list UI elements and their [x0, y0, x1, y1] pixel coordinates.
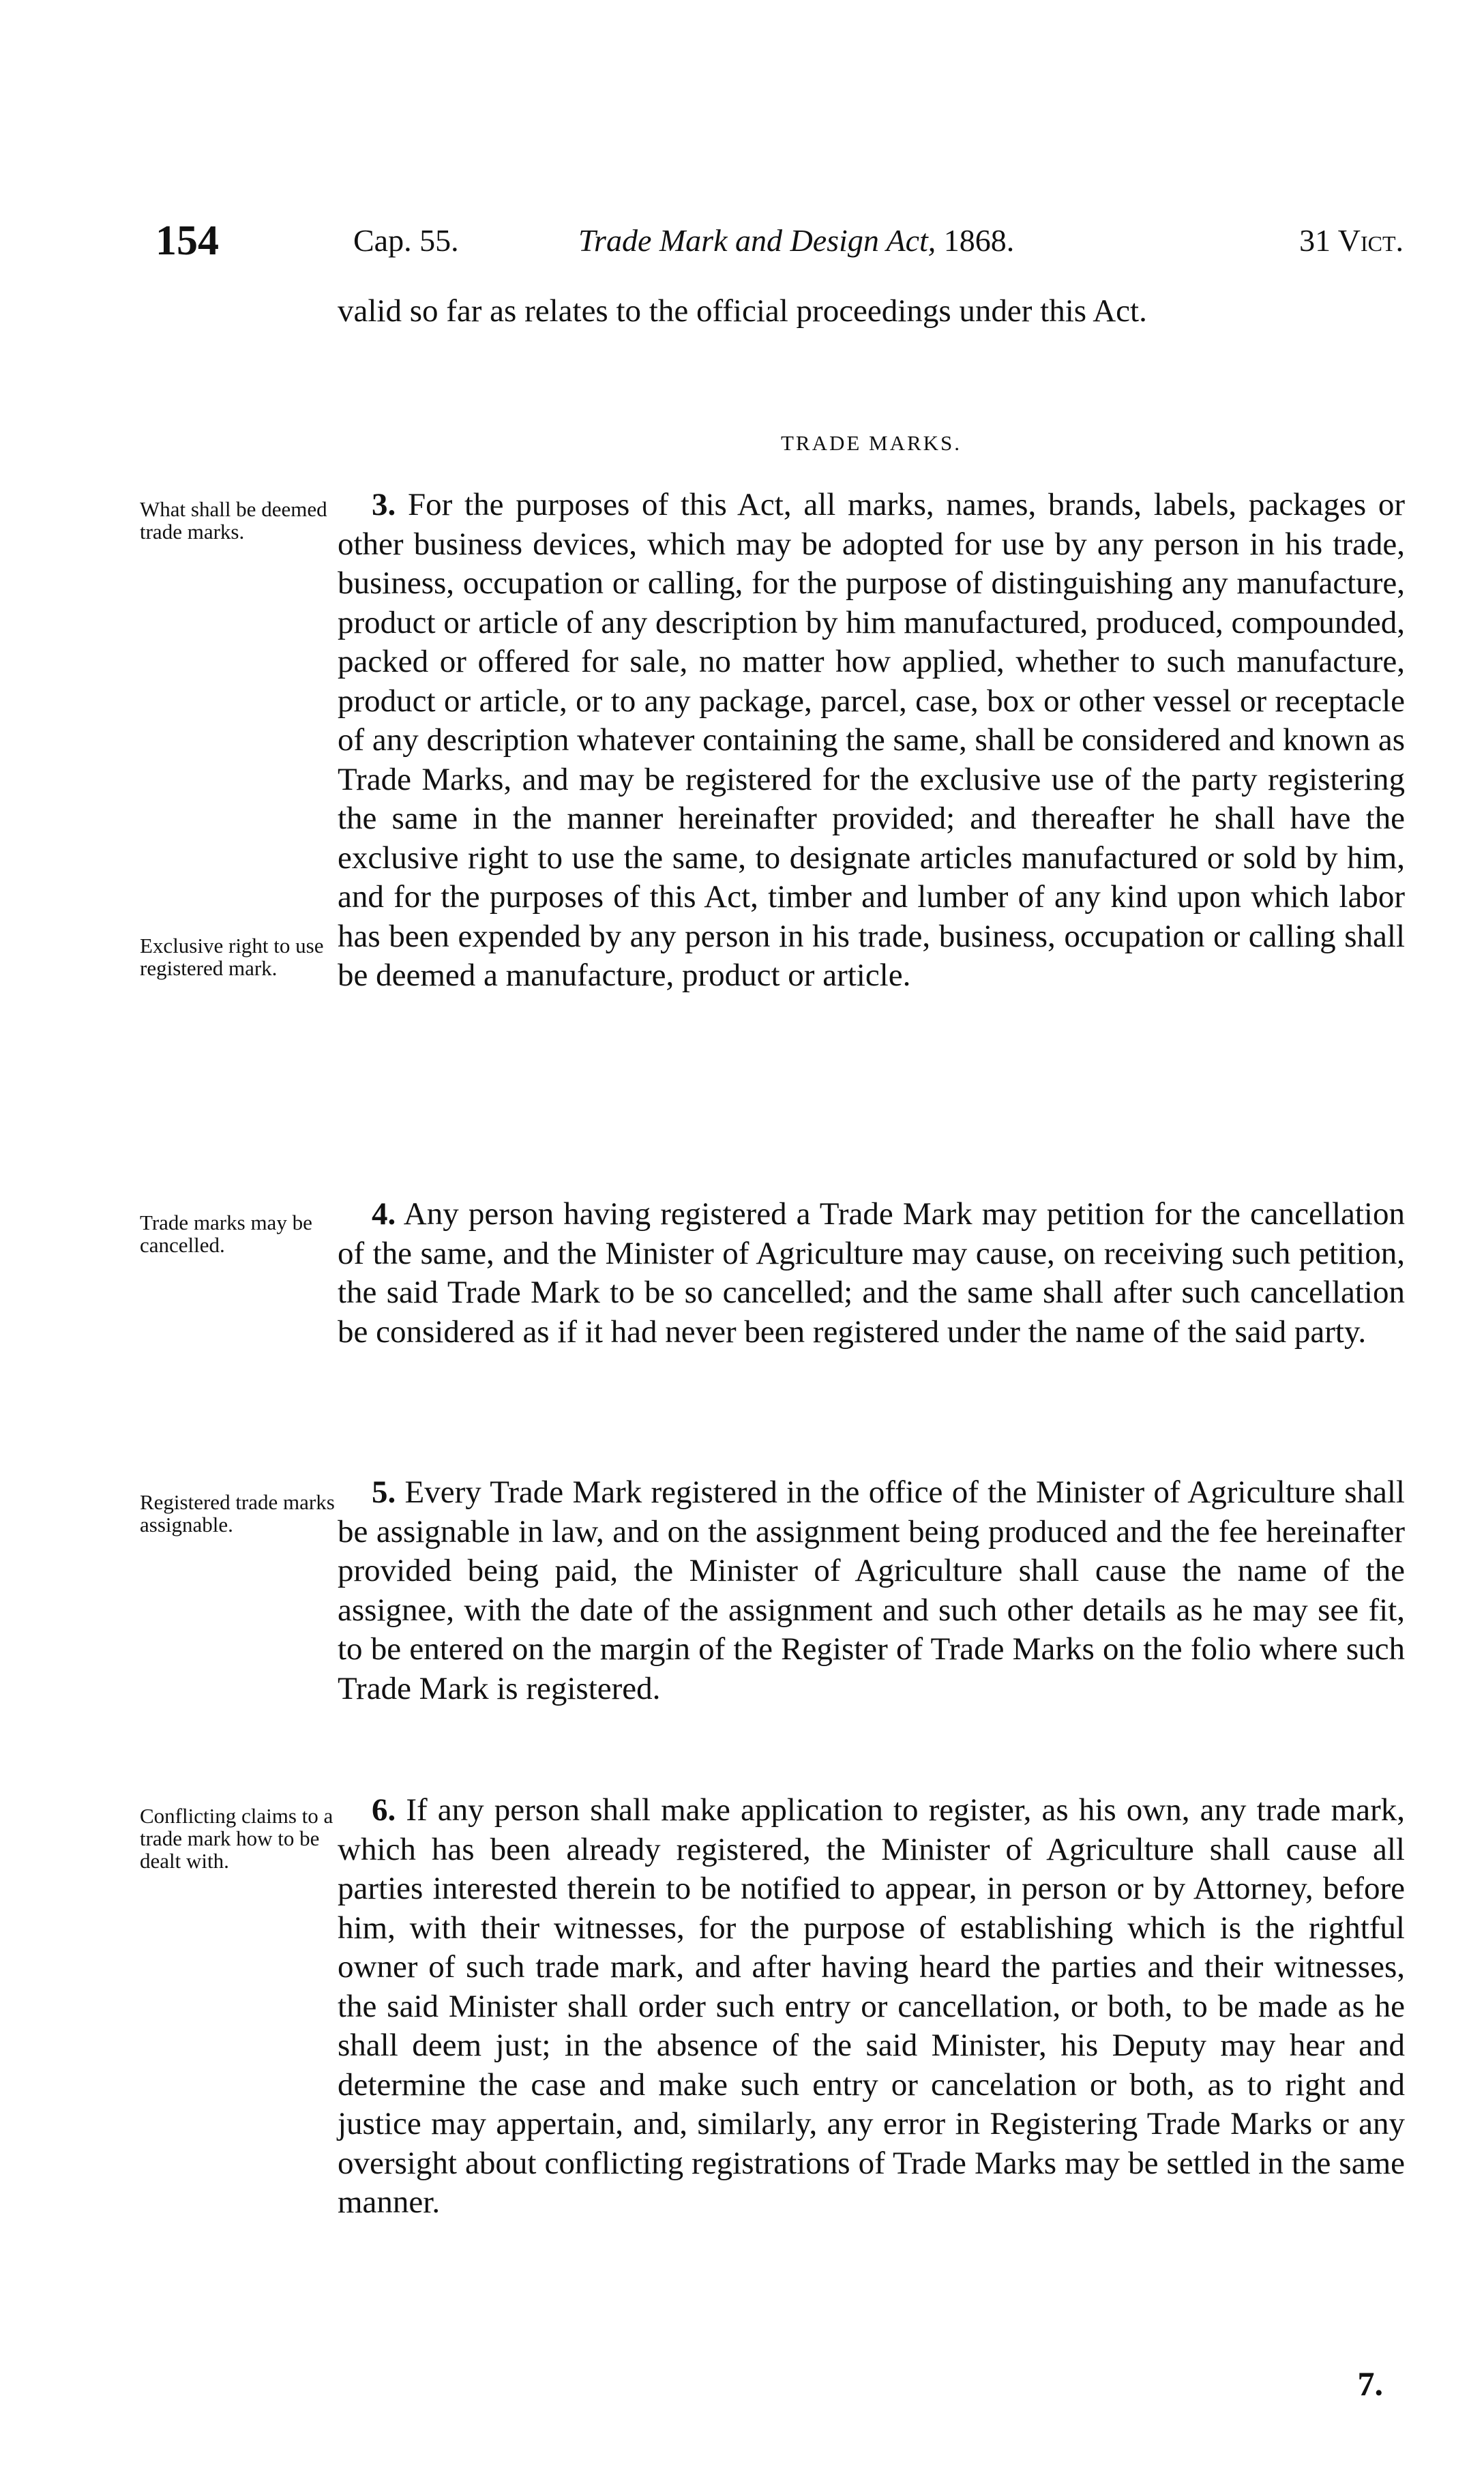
running-head [155, 217, 1404, 271]
section-3 [338, 486, 1405, 996]
section-number: 4. [372, 1196, 396, 1232]
section-4 [338, 1195, 1405, 1352]
section-number: 3. [372, 487, 396, 522]
section-5 [338, 1473, 1405, 1708]
continued-paragraph: valid so far as relates to the official proceedings under this Act. [338, 293, 1147, 329]
act-year: 1868. [943, 223, 1015, 258]
margin-note-assignable: Registered trade marks assignable. [140, 1490, 335, 1537]
margin-note-conflicting-claims: Conflicting claims to a trade mark how to be dealt with. [140, 1804, 333, 1873]
chapter-number: Cap. 55. [353, 223, 459, 258]
section-heading: TRADE MARKS. [780, 431, 962, 455]
section-number: 5. [372, 1474, 396, 1510]
section-text: Any person having registered a Trade Mark may petition for the cancellation of the same, and the Minister of Agriculture may cause, on receiving such petition, the said Trade Mark to be so cancelled; and the same shall after such cancellation be considered as if it had never been registered under the name of the said party. [338, 1196, 1405, 1350]
regnal-year: 31 Vict. [1299, 223, 1404, 258]
section-number: 6. [372, 1792, 396, 1828]
margin-note-exclusive-right: Exclusive right to use registered mark. [140, 934, 324, 980]
catchword: 7. [1357, 2364, 1383, 2403]
page-number: 154 [155, 218, 219, 264]
margin-note-trade-marks-defined: What shall be deemed trade marks. [140, 497, 327, 544]
act-title-text: Trade Mark and Design Act, [578, 223, 936, 258]
section-text: Every Trade Mark registered in the office of the Minister of Agriculture shall be assignable in law, and on the assignment being produced and the fee hereinafter provided being paid, the Minister of Agriculture shall cause the name of the assignee, with the date of the assignment and such other details as he may see fit, to be entered on the margin of the Register of Trade Marks on the folio where such Trade Mark is registered. [338, 1474, 1405, 1706]
act-title [578, 222, 1014, 258]
section-text: If any person shall make application to register, as his own, any trade mark, which has been already registered, the Minister of Agriculture shall cause all parties interested therein to be notified to appear, in person or by Attorney, before him, with their witnesses, for the purpose of establishing which is the rightful owner of such trade mark, and after having heard the parties and their witnesses, the said Minister shall order such entry or cancellation, or both, to be made as he shall deem just; in the absence of the said Minister, his Deputy may hear and determine the case and make such entry or cancelation or both, as to right and justice may appertain, and, similarly, any error in Registering Trade Marks or any oversight about conflicting registrations of Trade Marks may be settled in the same manner. [338, 1792, 1405, 2220]
section-6 [338, 1791, 1405, 2223]
section-text: For the purposes of this Act, all marks, names, brands, labels, packages or other business devices, which may be adopted for use by any person in his trade, business, occupation or calling, for the purpose of distinguishing any manufacture, product or article of any description by him manufactured, produced, compounded, packed or offered for sale, no matter how applied, whether to such manufacture, product or article, or to any package, parcel, case, box or other vessel or receptacle of any description whatever containing the same, shall be considered and known as Trade Marks, and may be registered for the exclusive use of the party registering the same in the manner hereinafter provided; and thereafter he shall have the exclusive right to use the same, to designate articles manufactured or sold by him, and for the purposes of this Act, timber and lumber of any kind upon which labor has been expended by any person in his trade, business, occupation or calling shall be deemed a manufacture, product or article. [338, 487, 1406, 993]
margin-note-cancellation: Trade marks may be cancelled. [140, 1211, 312, 1257]
